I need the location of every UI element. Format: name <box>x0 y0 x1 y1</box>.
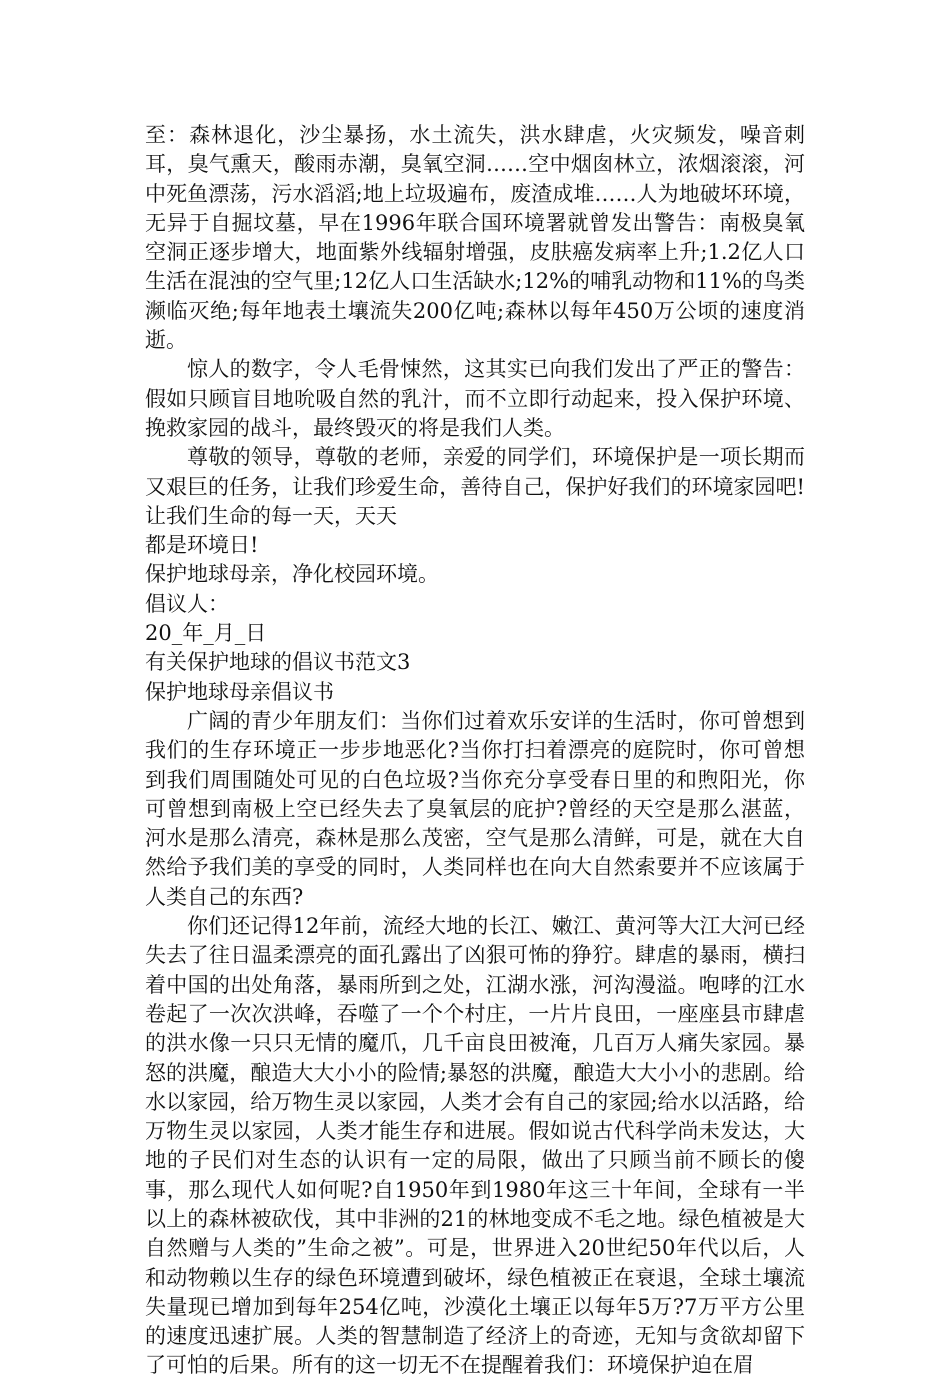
line-slogan: 保护地球母亲，净化校园环境。 <box>145 562 439 587</box>
line-initiator: 倡议人： <box>145 591 229 616</box>
paragraph-greeting: 广阔的青少年朋友们：当你们过着欢乐安详的生活时，你可曾想到我们的生存环境正一步步地恶化?当你打扫着漂亮的庭院时，你可曾想到我们周围随处可见的白色垃圾?当你充分享受春日里的和煦阳光，你可曾想到南极上空已经失去了臭氧层的庇护?曾经的天空是那么湛蓝，河水是那么清亮，森林是那么茂密，空气是那么清鲜，可是，就在大自然给予我们美的享受的同时，人类同样也在向大自然索要并不应该属于人类自己的东西? <box>145 708 805 909</box>
line-environment-day: 都是环境日! <box>145 533 259 558</box>
letter-title: 保护地球母亲倡议书 <box>145 679 334 704</box>
paragraph-warning: 惊人的数字，令人毛骨悚然，这其实已向我们发出了严正的警告：假如只顾盲目地吮吸自然的乳汁，而不立即行动起来，投入保护环境、挽救家园的战斗，最终毁灭的将是我们人类。 <box>145 357 805 440</box>
document-body <box>145 121 805 1381</box>
paragraph-flood: 你们还记得12年前，流经大地的长江、嫩江、黄河等大江大河已经失去了往日温柔漂亮的面孔露出了凶狠可怖的狰狞。肆虐的暴雨，横扫着中国的出处角落，暴雨所到之处，江湖水涨，河沟漫溢。咆哮的江水卷起了一次次洪峰，吞噬了一个个村庄，一片片良田，一座座县市肆虐的洪水像一只只无情的魔爪，几千亩良田被淹，几百万人痛失家园。暴怒的洪魔，酿造大大小小的险情;暴怒的洪魔，酿造大大小小的悲剧。给水以家园，给万物生灵以家园，人类才会有自己的家园;给水以活路，给万物生灵以家园，人类才能生存和进展。假如说古代科学尚未发达，大地的子民们对生态的认识有一定的局限，做出了只顾当前不顾长的傻事，那么现代人如何呢?自1950年到1980年这三十年间，全球有一半以上的森林被砍伐，其中非洲的21的林地变成不毛之地。绿色植被是大自然赠与人类的”生命之被”。可是，世界进入20世纪50年代以后，人和动物赖以生存的绿色环境遭到破坏，绿色植被正在衰退，全球土壤流失量现已增加到每年254亿吨，沙漠化土壤正以每年5万?7万平方公里的速度迅速扩展。人类的智慧制造了经济上的奇迹，无知与贪欲却留下了可怕的后果。所有的这一切无不在提醒着我们：环境保护迫在眉 <box>145 914 805 1378</box>
paragraph-appeal: 尊敬的领导，尊敬的老师，亲爱的同学们，环境保护是一项长期而又艰巨的任务，让我们珍爱生命，善待自己，保护好我们的环境家园吧!让我们生命的每一天，天天 <box>145 445 805 528</box>
paragraph-continued: 至：森林退化，沙尘暴扬，水土流失，洪水肆虐，火灾频发，噪音刺耳，臭气熏天，酸雨赤潮，臭氧空洞……空中烟囱林立，浓烟滚滚，河中死鱼漂荡，污水滔滔;地上垃圾遍布，废渣成堆……人为地破坏环境，无异于自掘坟墓，早在1996年联合国环境署就曾发出警告：南极臭氧空洞正逐步增大，地面紫外线辐射增强，皮肤癌发病率上升;1.2亿人口生活在混浊的空气里;12亿人口生活缺水;12%的哺乳动物和11%的鸟类濒临灭绝;每年地表土壤流失200亿吨;森林以每年450万公顷的速度消逝。 <box>145 123 805 353</box>
line-date: 20_年_月_日 <box>145 621 267 646</box>
section-title: 有关保护地球的倡议书范文3 <box>145 650 411 675</box>
